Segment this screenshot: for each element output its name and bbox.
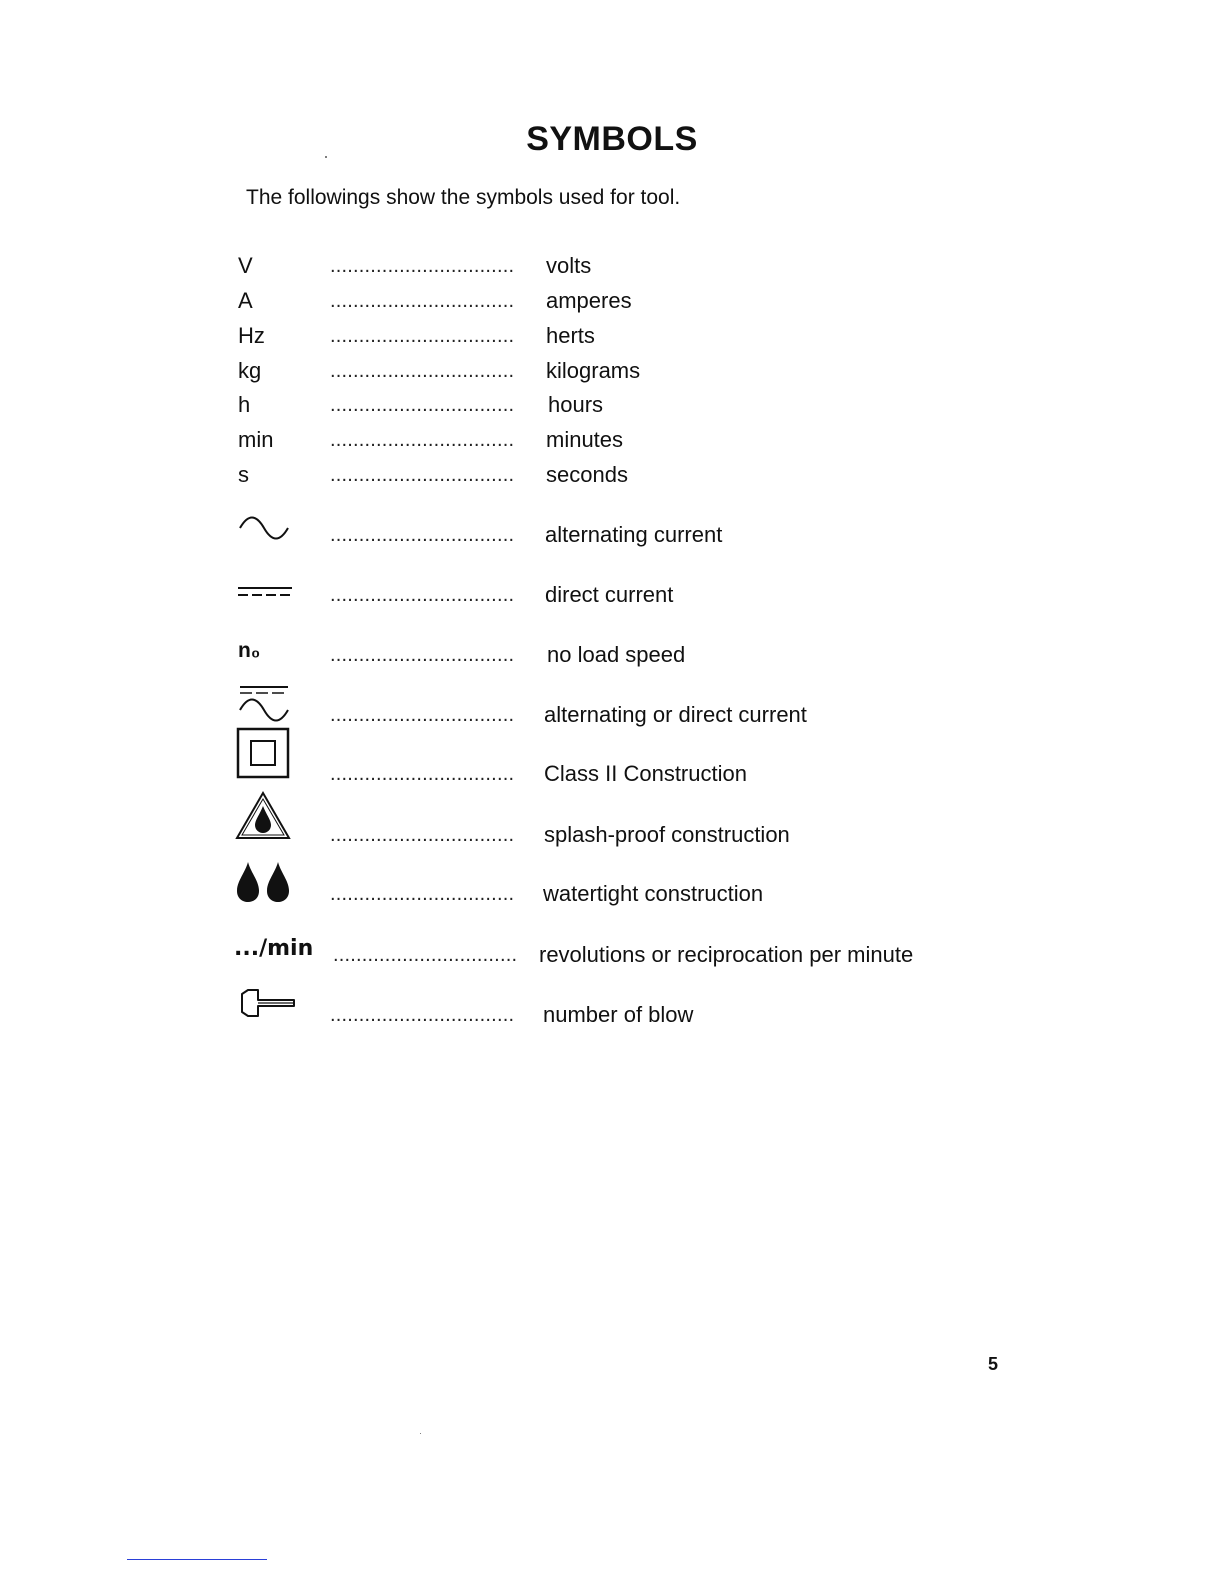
symbol-row-class-ii [0,759,1224,799]
symbol-description: no load speed [547,642,686,667]
symbol-text: V [238,253,253,278]
symbol-text: s [238,462,249,487]
leader-dots: ................................ [330,824,515,846]
leader-dots: ................................ [330,883,515,905]
leader-dots: ................................ [330,524,515,546]
symbol-description: number of blow [543,1002,694,1027]
symbol-row-seconds [0,460,1224,500]
symbol-row-splash-proof [0,820,1224,860]
symbol-text: h [238,392,251,417]
per-minute-symbol: .../min [234,936,314,961]
direct-current-icon [234,582,296,602]
scan-speck [420,1433,421,1434]
symbol-description: seconds [546,462,628,487]
leader-dots: ................................ [330,464,515,486]
symbol-row-alternating-current [0,520,1224,560]
symbol-row-amperes [0,286,1224,326]
symbol-row-number-of-blow [0,1000,1224,1040]
symbol-description: watertight construction [543,881,764,906]
symbol-description: revolutions or reciprocation per minute [539,942,914,967]
symbol-description: direct current [545,582,674,607]
no-load-speed-symbol: n₀ [238,639,261,662]
ac-dc-icon [234,684,294,726]
symbol-description: herts [546,323,595,348]
intro-text: The followings show the symbols used for tool. [246,186,681,209]
symbol-row-ac-dc [0,700,1224,740]
watertight-icon [234,859,294,905]
symbol-description: Class II Construction [544,761,747,786]
scan-speck [325,156,327,158]
leader-dots: ................................ [330,584,515,606]
symbol-description: hours [548,392,604,417]
leader-dots: ................................ [330,394,515,416]
leader-dots: ................................ [330,429,515,451]
symbol-description: amperes [546,288,632,313]
symbol-row-no-load-speed [0,640,1224,680]
symbol-row-per-minute [0,936,1224,980]
leader-dots: ................................ [330,644,515,666]
symbol-description: splash-proof construction [544,822,790,847]
symbol-description: volts [546,253,592,278]
symbol-row-herts [0,321,1224,361]
alternating-current-icon [234,514,294,544]
bottom-rule [127,1559,267,1560]
symbol-description: minutes [546,427,624,452]
symbol-description: alternating or direct current [544,702,807,727]
page-title: SYMBOLS [526,120,698,158]
leader-dots: ................................ [330,763,515,785]
symbol-text: min [238,427,274,452]
symbol-row-minutes [0,425,1224,465]
page-number: 5 [988,1354,999,1374]
symbol-row-direct-current [0,580,1224,620]
symbol-text: Hz [238,323,265,348]
symbol-row-hours [0,390,1224,430]
splash-proof-icon [234,790,294,842]
symbol-description: alternating current [545,522,723,547]
leader-dots: ................................ [330,325,515,347]
symbol-row-volts [0,251,1224,291]
class-ii-icon [236,727,292,783]
leader-dots: ................................ [330,360,515,382]
leader-dots: ................................ [330,255,515,277]
leader-dots: ................................ [330,704,515,726]
hammer-blow-icon [238,986,298,1020]
leader-dots: ................................ [330,290,515,312]
symbol-text: A [238,288,253,313]
symbol-row-watertight [0,879,1224,919]
leader-dots: ................................ [333,944,518,966]
leader-dots: ................................ [330,1004,515,1026]
symbol-text: kg [238,358,262,383]
symbol-description: kilograms [546,358,641,383]
